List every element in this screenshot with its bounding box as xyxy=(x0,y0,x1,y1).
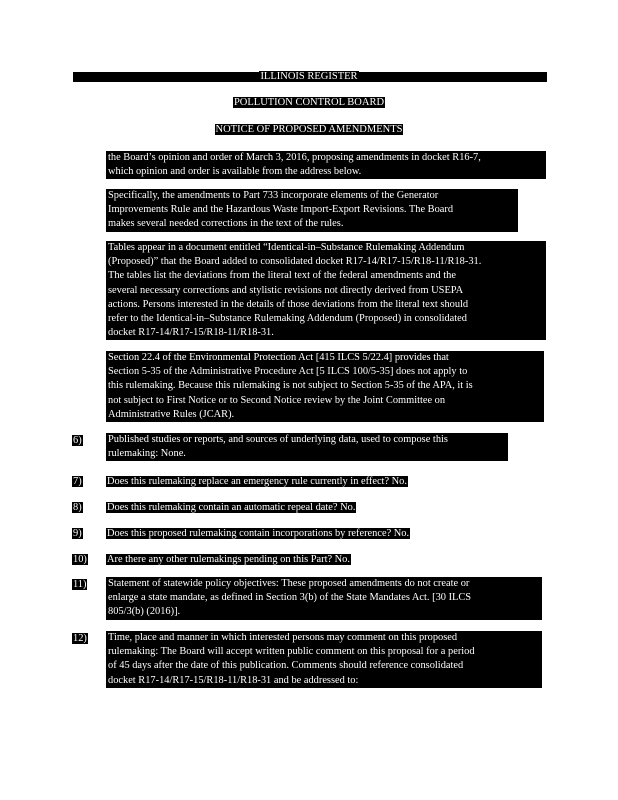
item-number: 8) xyxy=(73,502,82,513)
paragraph-opinion xyxy=(106,151,546,179)
text-line: docket R17-14/R17-15/R18-11/R18-31. xyxy=(108,327,274,339)
text-line: enlarge a state mandate, as defined in Section 3(b) of the State Mandates Act. [30 ILCS xyxy=(108,592,472,604)
item-number: 12) xyxy=(73,633,87,644)
paragraph-tables xyxy=(106,241,546,340)
text-line: rulemaking: The Board will accept written public comment on this proposal for a period xyxy=(108,646,475,658)
text-line: Improvements Rule and the Hazardous Waste Import-Export Revisions. The Board xyxy=(108,204,454,216)
paragraph-section-22-4 xyxy=(106,351,544,422)
register-title: ILLINOIS REGISTER xyxy=(260,71,358,82)
item-number: 6) xyxy=(73,435,82,446)
item-pending-rulemakings: Are there any other rulemakings pending on this Part? No. xyxy=(107,554,350,565)
text-line: Tables appear in a document entitled “Identical-in–Substance Rulemaking Addendum xyxy=(108,242,465,253)
text-line: Administrative Rules (JCAR). xyxy=(108,408,235,420)
text-line: Section 22.4 of the Environmental Protection Act [415 ILCS 5/22.4] provides that xyxy=(108,352,449,363)
text-line: the Board’s opinion and order of March 3, 2016, proposing amendments in docket R16-7, xyxy=(108,152,481,163)
item-emergency-rule: Does this rulemaking replace an emergency rule currently in effect? No. xyxy=(107,476,407,487)
board-name: POLLUTION CONTROL BOARD xyxy=(233,97,385,108)
text-line: Section 5-35 of the Administrative Procedure Act [5 ILCS 100/5-35] does not apply to xyxy=(108,366,468,378)
paragraph-part-733 xyxy=(106,189,518,232)
item-incorporations: Does this proposed rulemaking contain incorporations by reference? No. xyxy=(107,528,410,539)
text-line: several necessary corrections and stylistic revisions not directly derived from USEPA xyxy=(108,284,464,296)
text-line: rulemaking: None. xyxy=(108,448,186,460)
text-line: The tables list the deviations from the literal text of the federal amendments and the xyxy=(108,270,456,282)
item-repeal-date: Does this rulemaking contain an automatic repeal date? No. xyxy=(107,502,356,513)
item-number: 7) xyxy=(73,476,82,487)
item-policy-objectives xyxy=(106,577,542,620)
text-line: makes several needed corrections in the text of the rules. xyxy=(108,218,344,230)
text-line: Time, place and manner in which interested persons may comment on this proposed xyxy=(108,632,458,643)
text-line: of 45 days after the date of this publication. Comments should reference consolidated xyxy=(108,660,464,672)
item-comment-manner xyxy=(106,631,542,688)
text-line: Published studies or reports, and sources of underlying data, used to compose this xyxy=(108,434,448,445)
text-line: actions. Persons interested in the details of those deviations from the literal text should xyxy=(108,298,469,310)
item-studies xyxy=(106,433,508,461)
text-line: not subject to First Notice or to Second Notice review by the Joint Committee on xyxy=(108,394,446,406)
text-line: refer to the Identical-in–Substance Rulemaking Addendum (Proposed) in consolidated xyxy=(108,313,467,325)
text-line: 805/3(b) (2016)]. xyxy=(108,606,181,618)
item-number: 10) xyxy=(73,554,87,565)
text-line: this rulemaking. Because this rulemaking is not subject to Section 5-35 of the APA, it is xyxy=(108,380,473,392)
text-line: Specifically, the amendments to Part 733 incorporate elements of the Generator xyxy=(108,190,439,201)
text-line: (Proposed)” that the Board added to consolidated docket R17-14/R17-15/R18-11/R18-31. xyxy=(108,256,482,268)
text-line: docket R17-14/R17-15/R18-11/R18-31 and be addressed to: xyxy=(108,674,359,686)
notice-title: NOTICE OF PROPOSED AMENDMENTS xyxy=(215,124,403,135)
item-number: 9) xyxy=(73,528,82,539)
text-line: Statement of statewide policy objectives: These proposed amendments do not create or xyxy=(108,578,470,589)
text-line: which opinion and order is available from the address below. xyxy=(108,166,362,178)
item-number: 11) xyxy=(73,579,87,590)
